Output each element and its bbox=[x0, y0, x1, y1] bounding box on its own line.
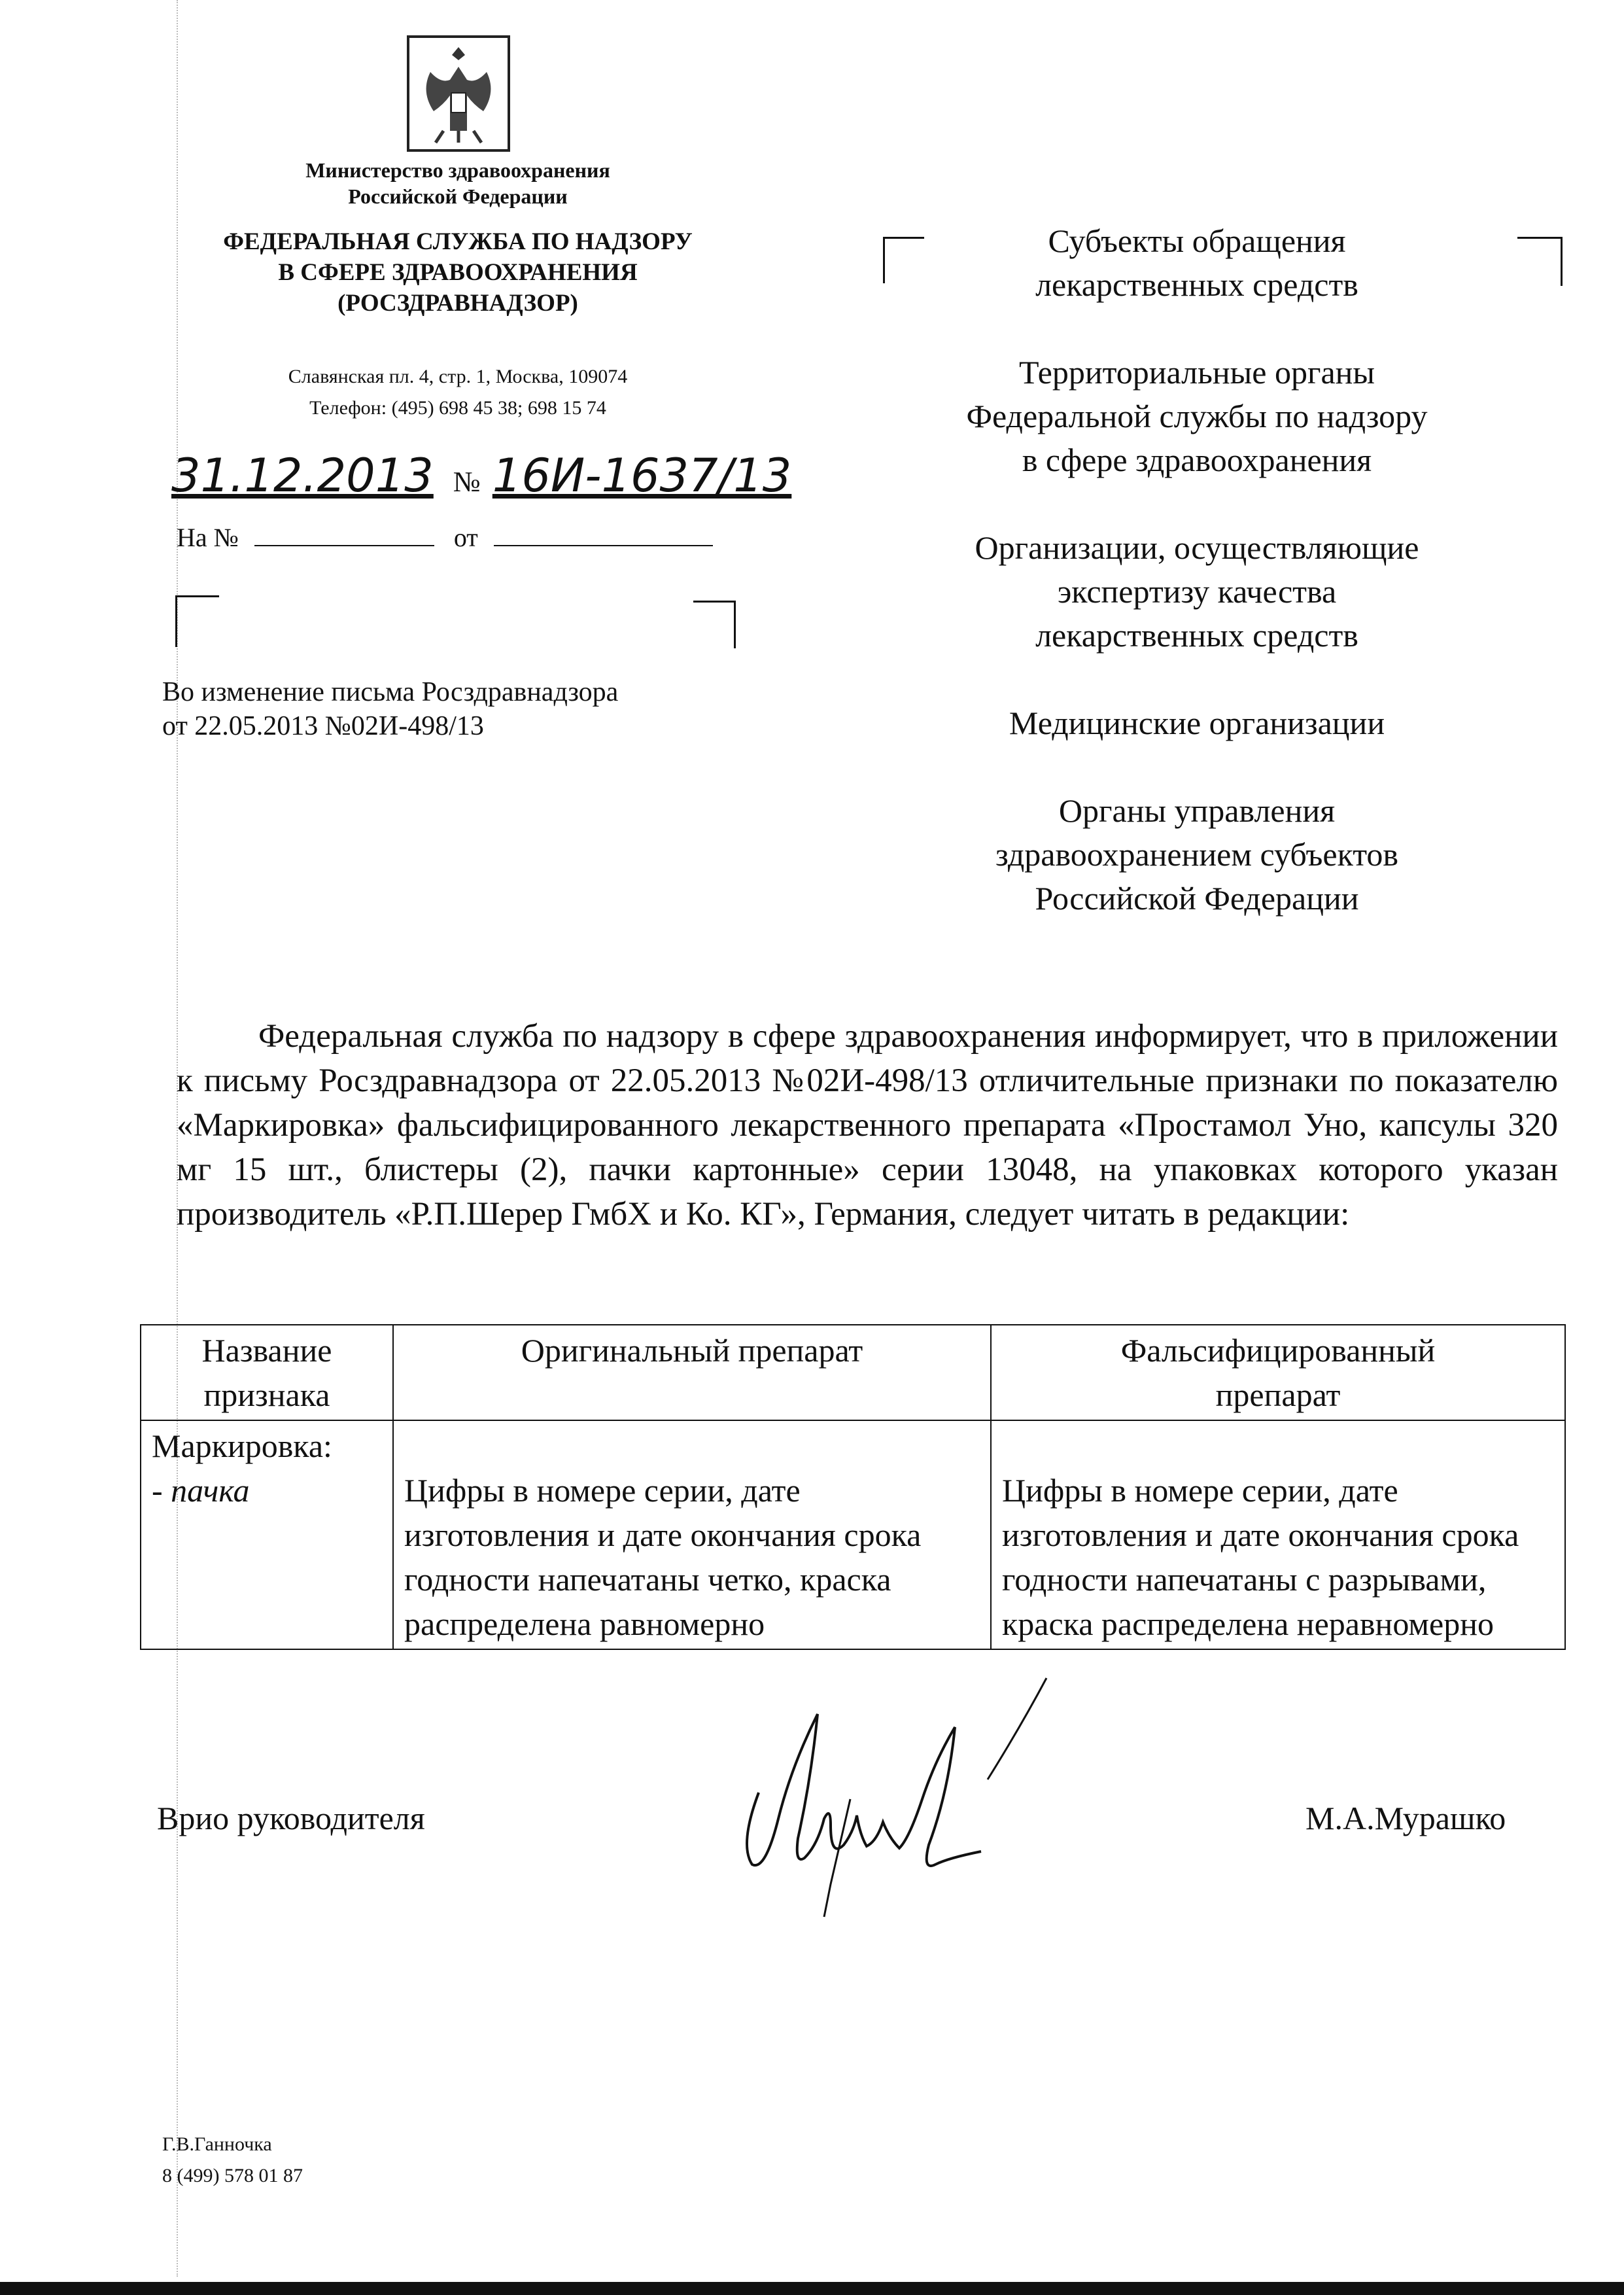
recipient-item bbox=[896, 701, 1498, 745]
registration-date: 31.12.2013 bbox=[171, 449, 434, 502]
recipient-line: Организации, осуществляющие bbox=[975, 529, 1419, 566]
phone-line: Телефон: (495) 698 45 38; 698 15 74 bbox=[309, 397, 606, 419]
scan-bottom-edge bbox=[0, 2282, 1624, 2295]
number-sign: № bbox=[453, 466, 481, 498]
table-cell-counterfeit bbox=[991, 1420, 1565, 1649]
registration-number bbox=[171, 449, 891, 514]
change-note-line-1: Во изменение письма Росздравнадзора bbox=[162, 677, 619, 707]
feature-sublabel: - пачка bbox=[152, 1472, 250, 1509]
recipient-item bbox=[896, 789, 1498, 920]
change-note-line-2: от 22.05.2013 №02И-498/13 bbox=[162, 711, 484, 741]
feature-label: Маркировка: bbox=[152, 1428, 332, 1464]
recipients-bracket-right bbox=[1517, 237, 1563, 286]
recipient-line: лекарственных средств bbox=[1035, 617, 1358, 654]
recipient-item bbox=[896, 351, 1498, 482]
agency-line-3: (РОСЗДРАВНАДЗОР) bbox=[337, 290, 578, 317]
table-header-row bbox=[141, 1325, 1565, 1420]
left-bracket-top-right bbox=[693, 601, 736, 648]
recipients-list bbox=[896, 219, 1498, 964]
registration-number-value: 16И-1637/13 bbox=[492, 449, 792, 502]
reply-to-blank bbox=[254, 523, 434, 546]
reply-to-label: На № bbox=[177, 523, 239, 552]
recipient-line: Территориальные органы bbox=[1018, 354, 1375, 391]
coat-of-arms-icon bbox=[404, 33, 513, 154]
table-cell-feature bbox=[141, 1420, 393, 1649]
change-note bbox=[162, 675, 751, 743]
address-line: Славянская пл. 4, стр. 1, Москва, 109074 bbox=[288, 366, 628, 387]
recipient-line: Субъекты обращения bbox=[1048, 222, 1346, 259]
reply-reference bbox=[177, 522, 765, 553]
recipient-line: здравоохранением субъектов bbox=[995, 836, 1399, 873]
signatory-name: М.А.Мурашко bbox=[1305, 1800, 1506, 1836]
recipient-item bbox=[896, 219, 1498, 307]
table-row bbox=[141, 1420, 1565, 1649]
ministry-line-1: Министерство здравоохранения bbox=[305, 158, 610, 182]
table-header-cell: Фальсифицированный препарат bbox=[991, 1325, 1565, 1420]
executor-name: Г.В.Ганночка bbox=[162, 2133, 272, 2155]
agency-name bbox=[150, 226, 765, 319]
signatory-title: Врио руководителя bbox=[157, 1800, 425, 1836]
counterfeit-description: Цифры в номере серии, дате изготовления и дате окончания срока годности напечатаны с разрывами, краска распределена неравномерно bbox=[1002, 1472, 1519, 1642]
table-header-cell: Название признака bbox=[141, 1325, 393, 1420]
features-table bbox=[140, 1324, 1566, 1650]
recipient-line: Федеральной службы по надзору bbox=[966, 398, 1428, 434]
recipient-line: в сфере здравоохранения bbox=[1022, 442, 1372, 478]
table-cell-original bbox=[393, 1420, 991, 1649]
left-bracket-top-left bbox=[175, 595, 219, 647]
agency-line-1: ФЕДЕРАЛЬНАЯ СЛУЖБА ПО НАДЗОРУ bbox=[223, 228, 693, 255]
recipient-line: Органы управления bbox=[1058, 792, 1336, 829]
recipient-item bbox=[896, 526, 1498, 657]
table-header-cell: Оригинальный препарат bbox=[393, 1325, 991, 1420]
handwritten-signature bbox=[733, 1675, 1073, 1936]
letter-body bbox=[177, 1014, 1558, 1236]
agency-address bbox=[196, 361, 719, 424]
agency-line-2: В СФЕРЕ ЗДРАВООХРАНЕНИЯ bbox=[278, 259, 638, 286]
body-paragraph: Федеральная служба по надзору в сфере здравоохранения информирует, что в приложении к письму Росздравнадзора от 22.05.2013 №02И-498/13 отличительные признаки по показателю «Маркировка» фальсифицированного лекарственного препарата «Простамол Уно, капсулы 320 мг 15 шт., блистеры (2), пачки картонные» серии 13048, на упаковках которого указан производитель «Р.П.Шерер ГмбХ и Ко. КГ», Германия, следует читать в редакции: bbox=[177, 1018, 1558, 1233]
executor-info bbox=[162, 2129, 303, 2192]
ministry-line-2: Российской Федерации bbox=[348, 184, 568, 208]
executor-phone: 8 (499) 578 01 87 bbox=[162, 2165, 303, 2186]
from-blank bbox=[494, 523, 713, 546]
original-description: Цифры в номере серии, дате изготовления и дате окончания срока годности напечатаны четко, краска распределена равномерно bbox=[404, 1472, 922, 1642]
ministry-name bbox=[222, 157, 693, 209]
recipient-line: Медицинские организации bbox=[1009, 705, 1385, 741]
recipient-line: Российской Федерации bbox=[1035, 880, 1359, 917]
recipient-line: экспертизу качества bbox=[1057, 573, 1337, 610]
recipient-line: лекарственных средств bbox=[1035, 266, 1358, 303]
from-label: от bbox=[453, 523, 478, 552]
